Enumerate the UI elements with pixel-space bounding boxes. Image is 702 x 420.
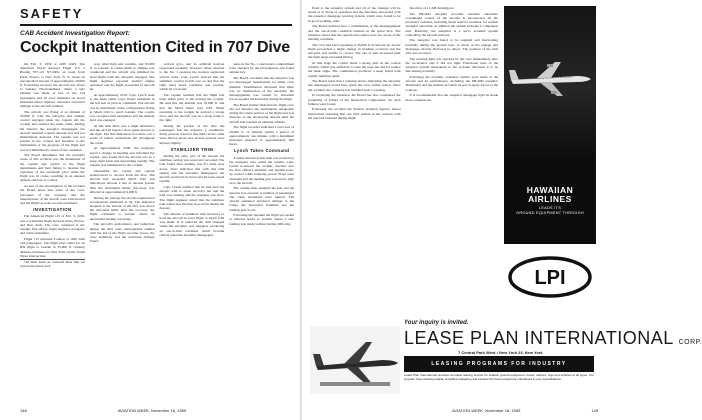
paragraph: At this time there was a slight turbulence and the aircraft began a slow spiral descent to the right. The first indication of trouble was a series of lateral oscillations felt throughout the cabin. (89, 123, 155, 145)
lease-body-copy: Lease Plan International provides complete leasing service for aviation ground equipment, trucks, tractors, tugs and vehicles of all types. Our program frees working capital, simplifies budgeting and assures the finest equipment maintained to your specifications. (404, 373, 594, 381)
paragraph: The warning light was checked by the crew immediately after the occurrence and it did not light. Functional tests of the autopilot system subsequent to the accident disclosed it to be functioning normally. (405, 56, 498, 74)
footer-right (452, 408, 598, 413)
paragraph: Following the accident, extensive studies were made of the aircraft and its performance, including the PB-20D autopilot installation and the manner in which its servos apply forces to the controls. (405, 75, 498, 92)
lease-plan-ad (308, 318, 702, 396)
paragraph: Following the accident the Federal Aviation Agency issued instructions requiring that one pilot remain at the controls with his seat belt fastened during flight. (308, 107, 401, 120)
article-column (20, 62, 85, 402)
paragraph: A spiral descent at this time was noticed by the navigator who called the captain. Capt. Lynch re-entered the cockpit, reached over the first officer's shoulder and applied nose-up control while reducing power. Flaps were extended and the landing gear lowered to help slow the aircraft. (229, 155, 294, 185)
paragraph: At approximately 2150, Capt. Lynch went to the main cabin. Capt. Peters remained in the left seat as pilot in command. The aircraft was in instrument cruise configuration flying at Mach 0.82 to reach Gander. The copilot was occupied with navigation and the altitude hold was engaged. (89, 92, 155, 123)
paragraph: Meanwhile the copilot and captain endeavoured to recover from the dive. The aircraft had exceeded Mach 0.95 and indications showed a rate of descent greater than the instrument limits. Recovery was effected at approximately 6,000 ft. (89, 168, 155, 194)
brand-line: AIRLINES (528, 194, 572, 204)
article-kicker: CAB Accident Investigation Report: (20, 30, 130, 37)
paragraph: The Board further finds that the flight crew did not monitor the instruments adequately during the cruise portion of the flight and was unaware of the developing descent until the aircraft had reached an extreme attitude. (229, 102, 294, 124)
paragraph: The aircraft was flying at an altitude of 35,000 ft. with the autopilot and altitude control engaged when the captain left the cockpit and entered the main cabin. During his absence the autopilot disengaged, the aircraft assumed a spiral descent and was not immediately detected. The captain was not present in the cockpit and attention to the instruments or the progress of the flight and was not immediately aware of the condition. (20, 109, 85, 152)
paragraph: The captain then assumed his seat and the descent was arrested. A number of passengers and cabin attendants were injured. The aircraft sustained structural damage to the wings, the horizontal stabilizer and the landing gear doors. (229, 186, 294, 212)
airliner-illustration (507, 58, 593, 98)
section-subhead: INVESTIGATION (33, 207, 72, 213)
lease-banner: LEASING PROGRAMS FOR INDUSTRY (404, 356, 594, 372)
paragraph: Following the incident the flight proceeded at reduced speed to Gander where a safe landing was made without further difficulty. (229, 213, 294, 226)
footer-left (20, 408, 186, 413)
paragraph: Pan American Flight 115 of Feb. 3, 1959, was a scheduled flight between Paris, France, and New York. The crew consisted of the captain, first officer, flight engineer, navigator and cabin attendants. (20, 214, 85, 236)
section-heading: SAFETY (20, 6, 84, 21)
company-address: 7 Central Park West • New York 23, New York (458, 350, 543, 355)
article-column (229, 62, 294, 402)
paragraph: During the portion of the dive the passengers felt the negative g conditions; many persons reported that items in the cabin were thrown about and several persons were injured slightly. (159, 123, 225, 145)
publication-line: AVIATION WEEK, November 16, 1959 (452, 408, 521, 413)
ad-tagline (504, 206, 596, 215)
company-suffix: CORP. (678, 339, 702, 346)
paragraph: At approximately 2200, the navigator noted a change in heading and informed the copilot, who found that the aircraft was in a steep right bank and descending rapidly. The captain was summoned to the cockpit. (89, 146, 155, 168)
paragraph: The Board notes that a warning device indicating the autopilot has disengaged would have given the crew earlier notice. Since the accident, the company has installed such a warning. (308, 79, 401, 92)
paragraph: The Board determines that the probable cause of this accident was the inattention of the captain and copilot to the flight instruments and their failure to monitor the operation of the automatic pilot while the flight was in cruise, resulting in an unusual attitude and loss of control. (20, 153, 85, 183)
article-column (90, 62, 155, 402)
paragraph: During the early part of the descent the stabilizer setting was noted and recorded. The trim found after landing was 6½ units nose down. Tests indicated that with this trim setting and the autopilot disengaged, the aircraft would pitch down and increase speed rapidly. (159, 154, 225, 184)
inquiry-line: Your inquiry is invited. (404, 320, 469, 326)
section-subhead: Lynch Takes Command (233, 148, 290, 154)
paragraph: sures in the No. 1 electronics compartment were checked by the investigators and found satisfactory. (229, 62, 294, 75)
paragraph: It is recommended that the autopilot disengage light be made more conspicuous. (405, 93, 498, 102)
company-name: LEASE PLAN INTERNATIONAL (404, 328, 674, 348)
paragraph: As part of the investigation of the accident the Board notes that some of the crew, personnel of the company and the manufacturer of the aircraft were interviewed and the flight recorder records examined. (20, 184, 85, 205)
section-subhead: STABILIZER TRIM (170, 146, 214, 152)
paragraph: The aircraft's performance and behaviour during the dive were subsequently studied with the aid of the flight recorder traces, the crew testimony and the structural damage found. (89, 222, 155, 244)
paragraph: In reviewing the evidence, the Board has also considered the possibility of failure of the mechanical components. No such failures were found. (308, 93, 401, 106)
paragraph: vertical gyro, and its artificial horizon responded normally; however, when returned to the No. 1 position his horizon registered several turns. Capt. Lynch noticed that the stabilizer control switch was on and that the right wing down condition was present, which he corrected. (159, 62, 225, 92)
lease-plan-title (404, 328, 702, 349)
paragraph: The flight recorder indicated a total loss of 29,000 ft. of altitude within a period of approximately one minute, with a maximum indicated airspeed of approximately 400 knots. (229, 125, 294, 147)
paragraph: On Feb. 3, 1959 at 2205 GMT, Pan American World Airways Flight 115, a Boeing 707-121 N712PA, en route from Paris, France, to New York, N. Y., made an uncontrolled descent of approximately 29,000 ft. Following recovery the aircraft was flown to Gander, Newfoundland, where a safe landing was made. A few of the 119 passengers and 10 crew members on board sustained minor injuries; extensive structural damage to the aircraft resulted. (20, 62, 85, 109)
lpi-logo (504, 252, 596, 302)
page-number: 148 (20, 408, 27, 413)
right-page (302, 0, 702, 420)
paragraph: The autopilot was found to be engaged and functioning normally during the ground tests. A check of the engage and disengage circuits disclosed no defect. The position of the trim tabs was recorded. (405, 38, 498, 56)
tagline-line: LEADS ITS (538, 206, 562, 210)
tagline-line: GROUND EQUIPMENT THROUGH (516, 210, 584, 215)
paragraph: The captain testified that the flight had been stable prior to his leaving the cockpit. He said that the altitude was 35,000 ft. and that the Mach meter read 0.82. When returning to the cockpit he noticed a strong force and the aircraft was in a steep bank to the right. (159, 92, 225, 123)
page-number: 149 (591, 408, 599, 413)
paragraph: Capt. Lynch testified that he had used the electric trim to assist recovery but that the trim was running and the response was slow. The flight engineer stated that the stabilizer trim wheel was moving nose-down during the descent. (159, 184, 225, 210)
brand-line: HAWAIIAN (526, 185, 574, 195)
paragraph: At this stage the copilot made a strong pull on the control column, which was sufficient to raise the nose but did not reduce the bank angle. The combination produced a steep spiral with rapidly building speed. (308, 60, 401, 78)
publication-line: AVIATION WEEK, November 16, 1959 (117, 408, 187, 413)
paragraph: fixed to the autopilot system and all of the changes will be tested as to mode of operation and the functions associated with the autopilot disengage warning system, which were found to be in good working order. (308, 6, 401, 23)
lpi-logo-text: LPI (534, 267, 566, 289)
article-columns (20, 62, 294, 402)
paragraph: Flight 115 departed London at 1945 with 119 passengers. The flight plan called for an IFR flight to Gander at 35,000 ft. cruising altitude and thence to New York via the South Shore intersection. (20, 236, 85, 258)
jet-photo-icon (310, 326, 400, 394)
paragraph: The crew had been operating at 35,000 ft. in smooth air. As the flight proceeded a slight change in heading occurred and the autopilot was unable to correct. The rate of turn increased until the bank angle exceeded 60 deg. (308, 42, 401, 60)
ad-brand-block (504, 158, 596, 215)
hawaiian-airlines-ad (504, 6, 596, 244)
article-column (160, 62, 225, 402)
paragraph: way, wind light and variable, and 35,000 ft. to Gander. A cruise-climb to altitude was conducted and the aircraft was trimmed for level flight with the autopilot engaged. The flight engineer reported normal engine operation and the flight proceeded in smooth air. (89, 62, 155, 92)
paragraph: The Board concludes that the autopilot was not disengaged intentionally by either crew member. Examination disclosed that there was no malfunction of the autopilot; the disengagement was caused by abnormal forces applied inadvertently during the flight. (229, 76, 294, 102)
paragraph: The amount of stabilizer trim necessary to hold the aircraft in level flight at Mach 0.82 was small. It is believed the trim changed while the autopilot was engaged, producing an out-of-trim condition which became critical when the autopilot disengaged. (159, 211, 225, 237)
paragraph: During the pull-up the aircraft experienced accelerations estimated at 5g. The indicated airspeed at the bottom of the dive was above the structural limit; after the recovery, the flight continued to Gander where an uneventful landing was made. (89, 195, 155, 221)
footnote: *All Times herein are Greenwich Mean Time and based on the 24-hour clock. (20, 261, 85, 268)
left-page (0, 0, 300, 420)
paragraph: direction of a CAB investigator. (409, 6, 455, 10)
section-rule (20, 24, 292, 26)
article-headline: Cockpit Inattention Cited in 707 Dive (20, 39, 290, 56)
ad-brand (504, 186, 596, 204)
paragraph: The Board believes that a combination of the disengagement and the out-of-trim condition resulted in the spiral dive. The evidence shows that the captain and copilot were not aware of the existing condition. (308, 24, 401, 41)
paragraph: The PB-20D autopilot provides sensitive automatic coordinated control of the aircraft. It incorporates all the necessary switches, including mode selector switches, for normal autopilot operation; in addition the system includes a companion unit. Basically, the autopilot is a servo actuated system controlling the aircraft surfaces. (405, 11, 498, 37)
